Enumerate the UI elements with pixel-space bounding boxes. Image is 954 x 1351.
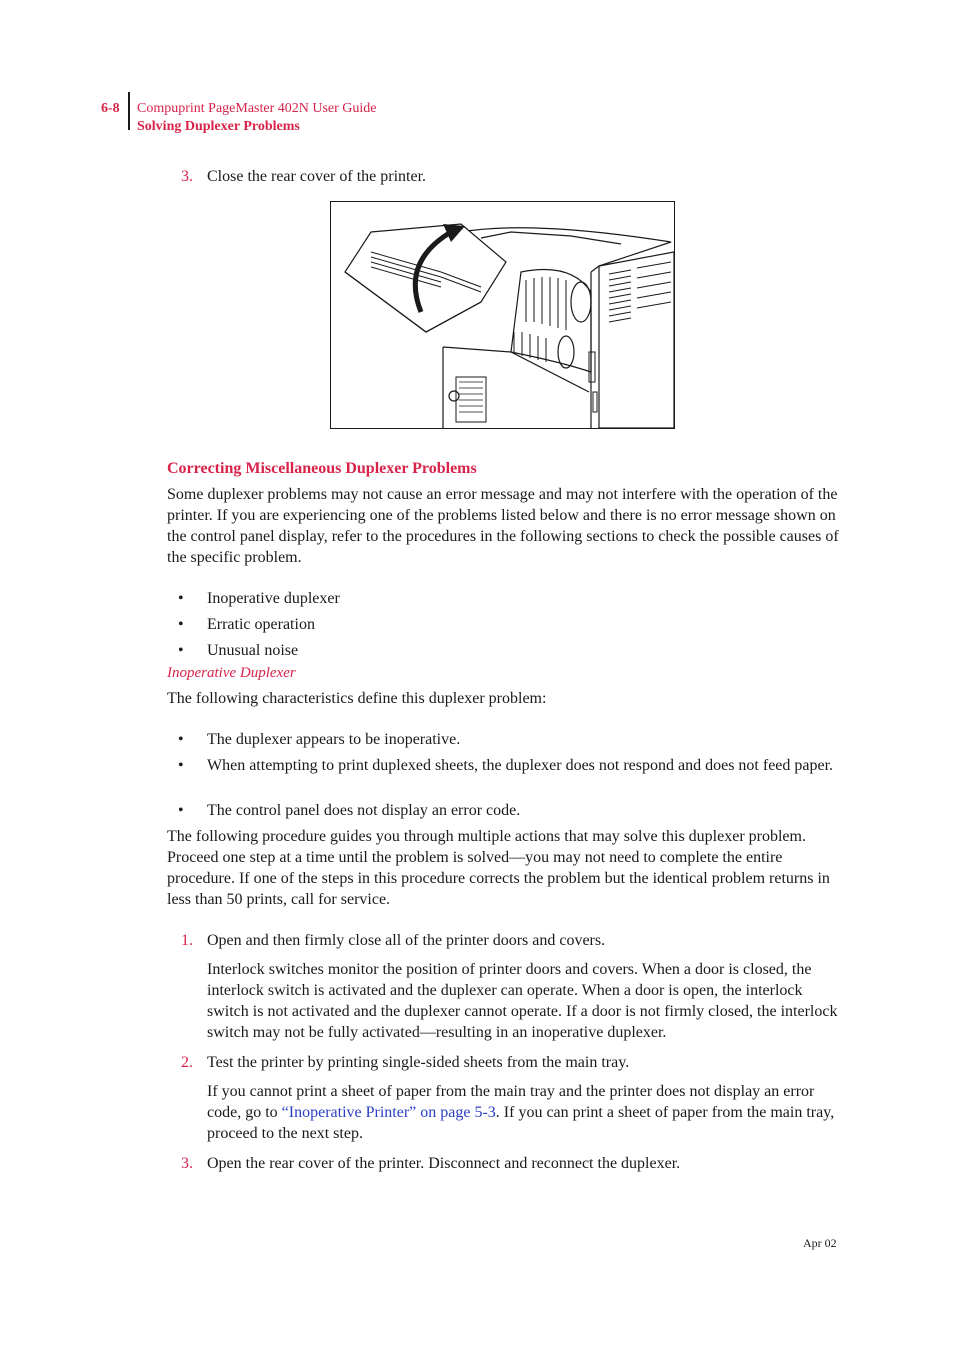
page-number: 6-8	[101, 101, 120, 116]
bullet-marker: •	[178, 616, 184, 633]
printer-rear-cover-illustration	[330, 201, 675, 429]
procedure-intro: The following procedure guides you through multiple actions that may solve this duplexer problem. Proceed one step at a time until the problem is solved—you may not need to complete the entire procedure. If one of the steps in this procedure corrects the problem but the identical problem returns in less than 50 prints, call for service.	[167, 828, 830, 908]
bullet-marker: •	[178, 590, 184, 607]
step-text: Test the printer by printing single-sided sheets from the main tray.	[207, 1054, 630, 1071]
step-detail-before: If you cannot print a sheet of paper from the main tray and the printer does not display an error code, go to	[207, 1083, 815, 1121]
step-number: 3.	[181, 1155, 193, 1172]
step-number: 2.	[181, 1054, 193, 1071]
step-text: Open the rear cover of the printer. Disconnect and reconnect the duplexer.	[207, 1155, 681, 1172]
bullet-marker: •	[178, 642, 184, 659]
bullet-marker: •	[178, 757, 184, 774]
step-number: 3.	[181, 168, 193, 185]
step-detail	[207, 1081, 840, 1144]
list-item: Erratic operation	[207, 616, 315, 633]
list-item: When attempting to print duplexed sheets, the duplexer does not respond and does not feed paper.	[207, 757, 834, 774]
list-item: Inoperative duplexer	[207, 590, 340, 607]
list-item: The control panel does not display an error code.	[207, 802, 521, 819]
list-item: Unusual noise	[207, 642, 299, 659]
step-number: 1.	[181, 932, 193, 949]
section-header: Solving Duplexer Problems	[137, 119, 300, 134]
step-detail: Interlock switches monitor the position of printer doors and covers. When a door is closed, the interlock switch is activated and the duplexer can operate. When a door is open, the interlock switch is not activated and the duplexer cannot operate. If a door is not firmly closed, the interlock switch may not be fully activated—resulting in an inoperative duplexer.	[207, 961, 838, 1041]
guide-title: Compuprint PageMaster 402N User Guide	[137, 101, 377, 116]
step-text: Close the rear cover of the printer.	[207, 168, 427, 185]
printer-drawing	[331, 202, 674, 428]
bullet-marker: •	[178, 731, 184, 748]
bullet-marker: •	[178, 802, 184, 819]
section-title: Correcting Miscellaneous Duplexer Problems	[167, 460, 477, 477]
subsection-title: Inoperative Duplexer	[167, 665, 296, 681]
list-item: The duplexer appears to be inoperative.	[207, 731, 461, 748]
header-divider	[128, 92, 130, 130]
section-intro: Some duplexer problems may not cause an error message and may not interfere with the operation of the printer. If you are experiencing one of the problems listed below and there is no error message shown on the control panel display, refer to the procedures in the following sections to check the possible causes of the specific problem.	[167, 486, 839, 566]
step-detail-after: . If you can print a sheet of paper from the main tray, proceed to the next step.	[207, 1104, 835, 1142]
characteristics-intro: The following characteristics define this duplexer problem:	[167, 690, 547, 707]
step-text: Open and then firmly close all of the printer doors and covers.	[207, 932, 606, 949]
inoperative-printer-link[interactable]: “Inoperative Printer” on page 5-3	[281, 1104, 496, 1121]
footer-date: Apr 02	[803, 1236, 837, 1250]
